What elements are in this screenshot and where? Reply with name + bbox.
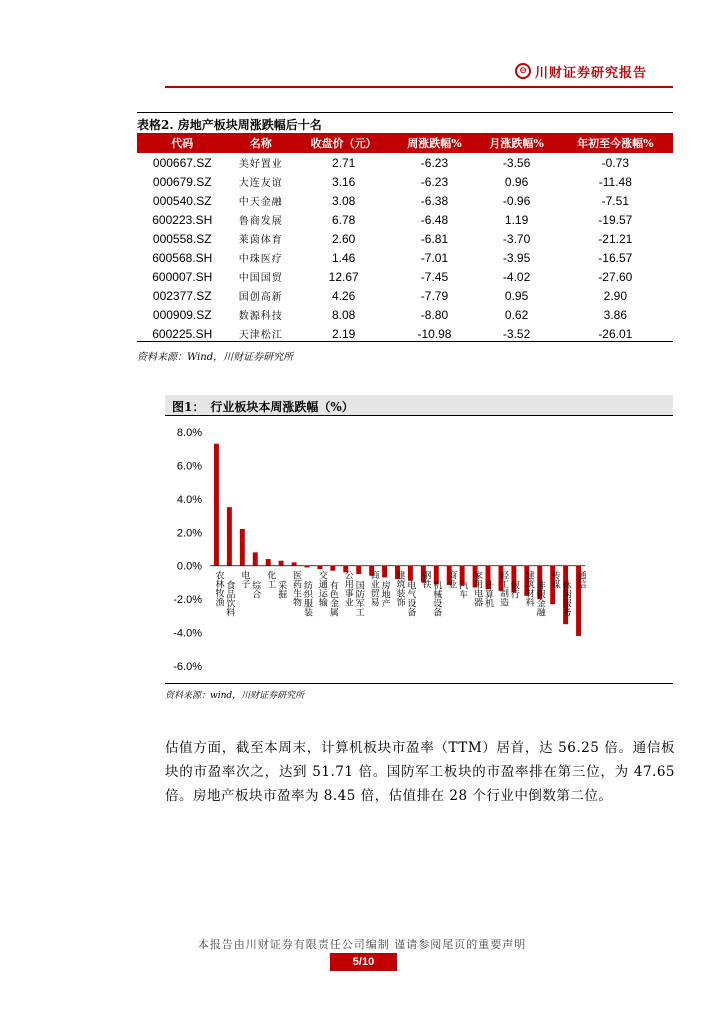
table-row <box>137 286 673 305</box>
table-title: 表格2. 房地产板块周涨跌幅后十名 <box>137 118 322 132</box>
x-category-label: 医药生物 <box>291 570 302 607</box>
table-row <box>137 229 673 248</box>
table-cell: -26.01 <box>598 326 633 341</box>
table-cell: 12.67 <box>328 269 359 284</box>
table-cell: 0.62 <box>504 307 529 322</box>
table-cell: -6.23 <box>420 155 449 170</box>
x-category-label: 计算机 <box>483 580 494 608</box>
y-tick-label: 6.0% <box>176 460 202 473</box>
x-category-label: 有色金属 <box>327 580 338 617</box>
header-divider <box>165 86 673 88</box>
table-cell: 000540.SZ <box>152 193 212 208</box>
table-cell: -7.45 <box>420 269 449 284</box>
bar <box>292 562 297 565</box>
stock-table <box>137 133 673 343</box>
table-cell: 天津松江 <box>238 330 283 341</box>
figure-title: 图1： 行业板块本周涨跌幅（%） <box>172 400 354 414</box>
table-cell: 3.08 <box>331 193 356 208</box>
table-cell: -7.79 <box>420 288 449 303</box>
table-cell: 8.08 <box>331 307 356 322</box>
table-cell: -19.57 <box>598 212 633 227</box>
bar <box>382 566 387 578</box>
x-category-label: 采掘 <box>276 580 287 599</box>
table-cell: -7.51 <box>601 193 629 208</box>
x-category-label: 建筑装饰 <box>394 570 405 607</box>
valuation-paragraph: 估值方面，截至本周末，计算机板块市盈率（TTM）居首，达 56.25 倍。通信板块的市盈率次之，达到 51.71 倍。国防军工板块的市盈率排在第三位，为 47.65 倍。房地产板块市盈率为 8.45 倍，估值排在 28 个行业中倒数第二位。 <box>165 740 675 804</box>
bar <box>253 552 258 565</box>
column-header: 周涨跌幅% <box>393 133 475 153</box>
column-header: 年初至今涨幅% <box>558 133 673 153</box>
table-cell: -7.01 <box>420 250 449 265</box>
x-category-label: 钢铁 <box>420 570 431 589</box>
table-cell: 0.96 <box>504 174 529 189</box>
x-category-label: 食品饮料 <box>224 580 235 617</box>
x-category-label: 建筑材料 <box>523 570 534 607</box>
x-category-label: 国防军工 <box>353 580 364 617</box>
table-row <box>137 153 673 172</box>
table-cell: -6.38 <box>420 193 449 208</box>
column-header: 收盘价（元） <box>294 133 394 153</box>
table-cell: 美好置业 <box>238 159 283 170</box>
x-category-label: 家用电器 <box>472 570 483 607</box>
table-cell: 1.19 <box>504 212 529 227</box>
table-cell: 鲁商发展 <box>238 216 283 227</box>
x-category-label: 房地产 <box>379 580 390 608</box>
table-cell: -11.48 <box>598 174 632 189</box>
table-cell: -6.48 <box>420 212 449 227</box>
bar <box>227 507 232 566</box>
table-cell: -10.98 <box>417 326 452 341</box>
y-tick-label: -6.0% <box>173 661 202 673</box>
table-cell: 大连友谊 <box>238 178 283 189</box>
table-cell: 3.86 <box>603 307 627 322</box>
table-row <box>137 305 673 324</box>
table-cell: -3.95 <box>502 250 531 265</box>
table-row <box>137 191 673 210</box>
page-number: 5/10 <box>330 953 397 971</box>
table-header-row <box>137 133 673 153</box>
table-cell: 600223.SH <box>152 212 213 227</box>
table-cell: 国创高新 <box>238 292 283 303</box>
table-cell: -21.21 <box>598 231 633 246</box>
bar <box>279 561 284 566</box>
table-row <box>137 267 673 286</box>
table-row <box>137 210 673 229</box>
table-cell: 莱茵体育 <box>238 235 283 246</box>
table-top-rule <box>137 112 673 113</box>
table-cell: 中天金融 <box>238 197 283 208</box>
table-cell: -6.23 <box>420 174 449 189</box>
bar <box>214 444 219 566</box>
table-cell: 中珠医疗 <box>238 254 283 265</box>
chuancai-logo-icon: ⊖ <box>515 63 531 79</box>
x-category-label: 农林牧渔 <box>213 570 224 607</box>
x-category-label: 综合 <box>250 580 261 599</box>
figure-bottom-rule <box>165 683 673 684</box>
table-row <box>137 172 673 191</box>
y-tick-label: 0.0% <box>176 560 202 573</box>
table-cell: 000909.SZ <box>152 307 212 322</box>
table-cell: 000558.SZ <box>152 231 212 246</box>
bar <box>240 529 245 566</box>
x-category-label: 轻工制造 <box>497 570 508 607</box>
x-category-label: 商业 <box>446 570 457 589</box>
table-cell: 600007.SH <box>152 269 213 284</box>
table-cell: 2.60 <box>331 231 356 246</box>
table-cell: 数源科技 <box>238 311 283 322</box>
x-category-label: 电子 <box>239 570 250 589</box>
bar <box>330 566 335 571</box>
table-body <box>137 153 673 343</box>
table-bottom-rule <box>137 341 673 342</box>
table-cell: 600568.SH <box>152 250 213 265</box>
bar <box>305 566 310 568</box>
table-source-note: 资料来源：Wind，川财证券研究所 <box>137 352 294 363</box>
x-category-label: 公用事业 <box>342 570 353 607</box>
column-header: 名称 <box>228 133 294 153</box>
table-cell: -0.96 <box>502 193 531 208</box>
table-cell: 中国国贸 <box>238 273 283 284</box>
figure-source-note: 资料来源：wind，川财证券研究所 <box>165 691 305 701</box>
bar <box>266 559 271 566</box>
table-cell: -6.81 <box>420 231 449 246</box>
table-cell: -8.80 <box>420 307 449 322</box>
table-cell: 4.26 <box>331 288 356 303</box>
table-cell: 6.78 <box>331 212 356 227</box>
x-category-label: 化工 <box>265 570 276 589</box>
x-category-label: 交通运输 <box>316 570 327 607</box>
table-cell: 2.71 <box>331 155 356 170</box>
column-header: 月涨跌幅% <box>476 133 558 153</box>
x-category-label: 汽车 <box>457 580 468 599</box>
x-category-label: 电气设备 <box>405 580 416 617</box>
y-tick-label: 4.0% <box>176 493 202 506</box>
brand-text: 川财证券研究报告 <box>535 65 648 81</box>
x-category-label: 商业贸易 <box>368 570 379 607</box>
table-cell: 1.46 <box>331 250 356 265</box>
industry-bar-chart <box>165 420 673 682</box>
table-cell: -16.57 <box>598 250 633 265</box>
table-cell: 0.95 <box>504 288 529 303</box>
brand-header <box>515 62 647 80</box>
x-category-label: 休闲服务 <box>560 580 571 617</box>
table-cell: -4.02 <box>502 269 531 284</box>
x-category-label: 通信 <box>575 570 586 589</box>
table-cell: 600225.SH <box>152 326 213 341</box>
column-header: 代码 <box>137 133 228 153</box>
table-cell: -3.70 <box>502 231 531 246</box>
table-cell: -27.60 <box>598 269 633 284</box>
x-category-label: 机械设备 <box>431 580 442 617</box>
bar <box>408 566 413 581</box>
bar <box>317 566 322 569</box>
table-cell: 000667.SZ <box>152 155 212 170</box>
x-category-label: 银行 <box>508 580 519 599</box>
y-tick-label: -4.0% <box>173 627 202 640</box>
x-category-label: 非银金融 <box>534 580 545 617</box>
table-cell: -3.52 <box>502 326 531 341</box>
table-cell: -0.73 <box>601 155 629 170</box>
y-tick-label: 8.0% <box>176 427 202 439</box>
table-cell: 2.90 <box>603 288 627 303</box>
x-category-label: 传媒 <box>549 570 560 589</box>
table-cell: 000679.SZ <box>152 174 212 189</box>
table-cell: 002377.SZ <box>152 288 212 303</box>
table-cell: 2.19 <box>331 326 356 341</box>
table-cell: -3.56 <box>502 155 531 170</box>
y-tick-label: -2.0% <box>173 594 202 607</box>
x-category-label: 纺织服装 <box>301 580 312 617</box>
table-row <box>137 248 673 267</box>
bar <box>356 566 361 574</box>
table-cell: 3.16 <box>331 174 356 189</box>
footer-disclaimer: 本报告由川财证券有限责任公司编制 谨请参阅尾页的重要声明 <box>197 938 527 951</box>
y-tick-label: 2.0% <box>176 527 202 540</box>
